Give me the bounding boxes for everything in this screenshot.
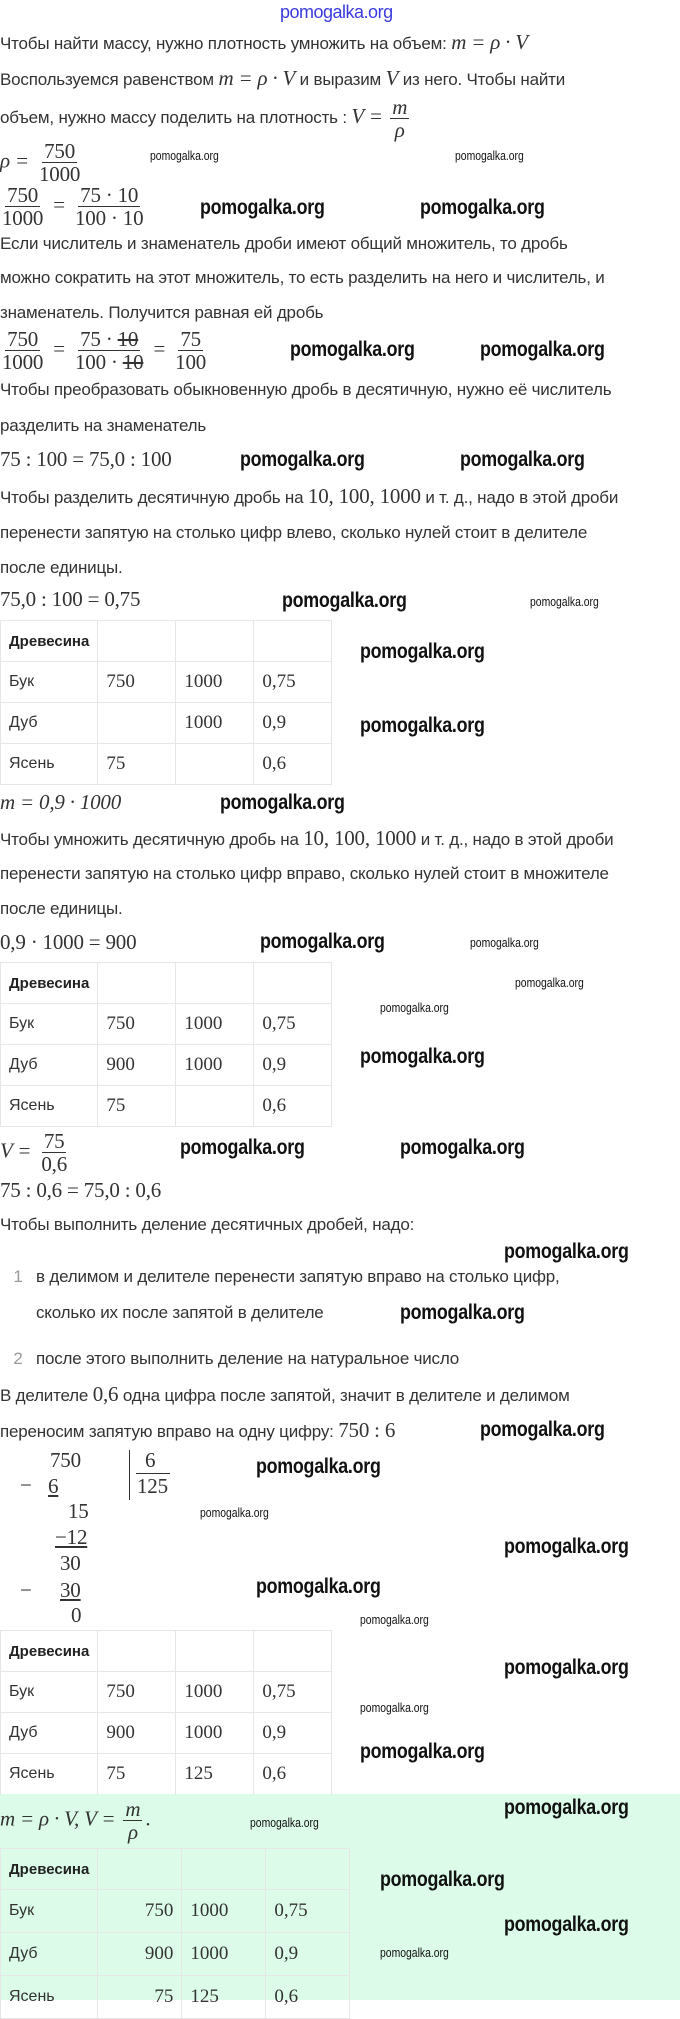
cell: Дуб: [1, 703, 98, 744]
cell: 75: [98, 1086, 176, 1127]
subtrahend: 30: [60, 1578, 81, 1602]
cell: 75: [98, 744, 176, 785]
watermark: pomogalka.org: [504, 1796, 629, 1819]
header-cell: [182, 1849, 266, 1890]
paragraph-express-v-line2: [0, 94, 412, 141]
fraction: [37, 140, 82, 185]
paragraph-reduce-line2: можно сократить на этот множитель, то есть разделить на него и числитель, и: [0, 268, 605, 287]
cell: 125: [176, 1754, 254, 1795]
subtrahend: −12: [55, 1525, 88, 1549]
fraction: [123, 1798, 142, 1843]
watermark: pomogalka.org: [504, 1656, 629, 1679]
numerator: m: [125, 1797, 141, 1821]
wood-table-2: [0, 962, 332, 1127]
watermark: pomogalka.org: [360, 1740, 485, 1763]
fraction: [173, 328, 208, 373]
header-cell: [254, 1631, 332, 1672]
paragraph-decimal-division: Чтобы выполнить деление десятичных дробей, надо:: [0, 1215, 415, 1234]
cell: 1000: [182, 1933, 266, 1976]
fraction: [0, 184, 45, 229]
formula: m = ρ · V: [451, 30, 528, 54]
text: и т. д., надо в этой дроби: [425, 488, 619, 507]
watermark: pomogalka.org: [455, 148, 524, 163]
formula: V =: [351, 104, 383, 128]
cell: Ясень: [1, 1976, 98, 2019]
paragraph-reduce-line3: знаменатель. Получится равная ей дробь: [0, 303, 324, 322]
list-number: 2: [13, 1349, 23, 1368]
table-row: [1, 1933, 350, 1976]
watermark: pomogalka.org: [220, 791, 345, 814]
cell: 750: [98, 1672, 176, 1713]
header-cell: Древесина: [1, 1849, 98, 1890]
watermark: pomogalka.org: [470, 935, 539, 950]
watermark: pomogalka.org: [180, 1136, 305, 1159]
header-cell: [176, 963, 254, 1004]
watermark: pomogalka.org: [256, 1455, 381, 1478]
header-cell: [98, 963, 176, 1004]
equals: =: [53, 336, 65, 361]
cell: 750: [98, 662, 176, 703]
cell: 1000: [176, 1713, 254, 1754]
cell: 0,75: [254, 1672, 332, 1713]
cell: 0,9: [266, 1933, 350, 1976]
cell: 75: [98, 1976, 182, 2019]
denominator: 1000: [2, 206, 44, 230]
numerator: m: [392, 95, 408, 120]
text: Воспользуемся равенством: [0, 70, 214, 89]
numerator: 75 · 10: [80, 183, 139, 207]
formula-m-09: [0, 792, 121, 812]
formula-density: [0, 140, 85, 185]
header-cell: [98, 1849, 182, 1890]
fraction: [390, 96, 409, 141]
header-cell: [254, 621, 332, 662]
cell: 0,75: [254, 662, 332, 703]
list-item-continuation: сколько их после запятой в делителе: [36, 1303, 324, 1322]
fraction: [73, 184, 145, 229]
cell: 1000: [176, 1045, 254, 1086]
table-row: [1, 744, 332, 785]
cell: 1000: [176, 1672, 254, 1713]
table-row: [1, 1004, 332, 1045]
paragraph-reduce: Если числитель и знаменатель дроби имеют общий множитель, то дробь: [0, 234, 568, 253]
watermark: pomogalka.org: [260, 930, 385, 953]
watermark: pomogalka.org: [150, 148, 219, 163]
denominator: ρ: [394, 118, 405, 143]
cell: 75: [98, 1754, 176, 1795]
text: Чтобы разделить десятичную дробь на: [0, 488, 304, 507]
formula: m = ρ · V: [218, 66, 296, 90]
table-header-row: [1, 1849, 350, 1890]
cell: 1000: [176, 662, 254, 703]
paragraph-convert-line2: разделить на знаменатель: [0, 416, 207, 435]
table-header-row: [1, 621, 332, 662]
numerator: 75: [180, 327, 201, 351]
cell: Бук: [1, 1672, 98, 1713]
numerator: 75: [43, 1129, 65, 1153]
division-bar: [129, 1450, 130, 1500]
watermark: pomogalka.org: [380, 1000, 449, 1015]
table-row: [1, 1976, 350, 2019]
watermark: pomogalka.org: [360, 1612, 429, 1627]
text: 75 ·: [80, 327, 118, 351]
header-cell: [98, 1631, 176, 1672]
table-row: [1, 703, 332, 744]
numerator: [78, 328, 140, 351]
formula-fraction-expand: [0, 184, 148, 229]
list-item: [0, 1267, 560, 1287]
watermark: pomogalka.org: [360, 1700, 429, 1715]
paragraph-multiply-rule-line2: перенести запятую на столько цифр вправо, сколько нулей стоит в множителе: [0, 864, 609, 883]
text: переносим запятую вправо на одну цифру:: [0, 1422, 334, 1441]
watermark: pomogalka.org: [504, 1913, 629, 1936]
dividend: 750: [50, 1448, 81, 1472]
cell: 0,9: [254, 1045, 332, 1086]
cell: 1000: [182, 1890, 266, 1933]
paragraph-multiply-rule-line3: после единицы.: [0, 899, 123, 918]
denominator: 1000: [2, 350, 44, 374]
cell: 125: [182, 1976, 266, 2019]
table-header-row: [1, 1631, 332, 1672]
period: .: [145, 1806, 151, 1831]
table-row: [1, 1672, 332, 1713]
watermark: pomogalka.org: [515, 975, 584, 990]
subtrahend: 6: [48, 1474, 59, 1498]
cell: Бук: [1, 662, 98, 703]
cell: [176, 1086, 254, 1127]
remainder: 15: [68, 1499, 89, 1523]
answer-formula: [0, 1798, 150, 1843]
list-item: [0, 1349, 459, 1369]
table-row: [1, 1045, 332, 1086]
denominator: 0,6: [41, 1152, 67, 1176]
fraction: [39, 1130, 69, 1175]
cell: 0,6: [254, 1754, 332, 1795]
formula-volume: [0, 1130, 72, 1175]
cell: Дуб: [1, 1933, 98, 1976]
formula: m = ρ · V, V =: [0, 1806, 116, 1831]
list-number: 1: [13, 1267, 23, 1286]
minus-sign: −: [20, 1578, 32, 1602]
cell: Дуб: [1, 1713, 98, 1754]
denominator: [73, 351, 145, 373]
formula-075: 75,0 : 100 = 0,75: [0, 587, 141, 611]
table-row: [1, 1086, 332, 1127]
paragraph-multiply-rule: [0, 828, 613, 850]
fraction: [0, 328, 45, 373]
table-row: [1, 662, 332, 703]
denominator: 100 · 10: [74, 206, 144, 230]
watermark: pomogalka.org: [504, 1535, 629, 1558]
formula: 0,6: [92, 1382, 119, 1406]
watermark: pomogalka.org: [360, 714, 485, 737]
paragraph-divide-rule: [0, 486, 618, 508]
watermark: pomogalka.org: [530, 594, 599, 609]
text: и т. д., надо в этой дроби: [420, 830, 614, 849]
formula: 750 : 6: [338, 1418, 396, 1442]
table-row: [1, 1754, 332, 1795]
watermark: pomogalka.org: [400, 1301, 525, 1324]
text: В делителе: [0, 1386, 89, 1405]
watermark: pomogalka.org: [380, 1868, 505, 1891]
crossed-out: 10: [117, 327, 139, 351]
paragraph-divisor: [0, 1384, 570, 1406]
header-cell: [176, 621, 254, 662]
watermark: pomogalka.org: [200, 1505, 269, 1520]
watermark: pomogalka.org: [420, 196, 545, 219]
numerator: 750: [44, 139, 76, 163]
paragraph-divide-rule-line3: после единицы.: [0, 558, 123, 577]
table-row: [1, 1713, 332, 1754]
table-header-row: [1, 963, 332, 1004]
wood-table-1: [0, 620, 332, 785]
formula-reduced-fraction: [0, 328, 211, 373]
cell: 750: [98, 1890, 182, 1933]
wood-table-3: [0, 1630, 332, 1795]
formula: V: [385, 66, 399, 90]
cell: 1000: [176, 703, 254, 744]
watermark: pomogalka.org: [290, 338, 415, 361]
cell: 0,9: [254, 1713, 332, 1754]
minus-sign: −: [20, 1473, 32, 1497]
cell: 0,75: [254, 1004, 332, 1045]
formula: 10, 100, 1000: [303, 826, 417, 850]
fraction: [73, 328, 145, 373]
cell: Ясень: [1, 1754, 98, 1795]
watermark: pomogalka.org: [460, 448, 585, 471]
quotient: 125: [137, 1474, 168, 1498]
numerator: 750: [7, 183, 39, 207]
formula: m = 0,9 · 1000: [0, 790, 122, 814]
cell: 1000: [176, 1004, 254, 1045]
text: 100 ·: [74, 350, 123, 374]
site-logo[interactable]: pomogalka.org: [280, 2, 393, 22]
text: объем, нужно массу поделить на плотность :: [0, 108, 347, 127]
formula: V =: [0, 1138, 32, 1163]
denominator: 100: [175, 350, 207, 374]
text: и выразим: [299, 70, 382, 89]
formula: 10, 100, 1000: [307, 484, 421, 508]
remainder: 0: [71, 1603, 82, 1627]
watermark: pomogalka.org: [480, 1418, 605, 1441]
watermark: pomogalka.org: [360, 640, 485, 663]
formula-75-06: 75 : 0,6 = 75,0 : 0,6: [0, 1178, 162, 1202]
watermark: pomogalka.org: [400, 1136, 525, 1159]
cell: [176, 744, 254, 785]
watermark: pomogalka.org: [256, 1575, 381, 1598]
paragraph-divide-rule-line2: перенести запятую на столько цифр влево, сколько нулей стоит в делителе: [0, 523, 588, 542]
crossed-out: 10: [122, 350, 144, 374]
paragraph-express-v: [0, 68, 565, 90]
text: после этого выполнить деление на натуральное число: [36, 1349, 460, 1368]
cell: 0,6: [266, 1976, 350, 2019]
watermark: pomogalka.org: [250, 1815, 319, 1830]
watermark: pomogalka.org: [380, 1945, 449, 1960]
formula-900: 0,9 · 1000 = 900: [0, 930, 137, 954]
cell: Бук: [1, 1890, 98, 1933]
paragraph-divisor-line2: [0, 1420, 395, 1442]
watermark: pomogalka.org: [240, 448, 365, 471]
cell: 900: [98, 1045, 176, 1086]
text: из него. Чтобы найти: [402, 70, 566, 89]
formula-75-100: 75 : 100 = 75,0 : 100: [0, 447, 172, 471]
header-cell: [266, 1849, 350, 1890]
cell: 0,6: [254, 1086, 332, 1127]
text: Чтобы найти массу, нужно плотность умножить на объем:: [0, 34, 447, 53]
cell: 0,75: [266, 1890, 350, 1933]
formula: ρ =: [0, 148, 29, 173]
equals: =: [153, 336, 166, 361]
paragraph-convert: Чтобы преобразовать обыкновенную дробь в десятичную, нужно её числитель: [0, 380, 612, 399]
text: в делимом и делителе перенести запятую вправо на столько цифр,: [36, 1267, 560, 1286]
cell: Ясень: [1, 744, 98, 785]
cell: 0,9: [254, 703, 332, 744]
header-cell: [98, 621, 176, 662]
table-row: [1, 1890, 350, 1933]
cell: Бук: [1, 1004, 98, 1045]
cell: 750: [98, 1004, 176, 1045]
remainder: 30: [60, 1551, 81, 1575]
cell: 900: [98, 1713, 176, 1754]
equals: =: [53, 192, 65, 217]
header-cell: Древесина: [1, 621, 98, 662]
watermark: pomogalka.org: [200, 196, 325, 219]
denominator: ρ: [127, 1820, 138, 1844]
watermark: pomogalka.org: [282, 589, 407, 612]
text: одна цифра после запятой, значит в делителе и делимом: [122, 1386, 570, 1405]
divisor: 6: [145, 1448, 156, 1472]
cell: Дуб: [1, 1045, 98, 1086]
header-cell: [254, 963, 332, 1004]
watermark: pomogalka.org: [504, 1240, 629, 1263]
paragraph-mass-rule: [0, 32, 528, 54]
cell: Ясень: [1, 1086, 98, 1127]
cell: 0,6: [254, 744, 332, 785]
header-cell: Древесина: [1, 1631, 98, 1672]
watermark: pomogalka.org: [480, 338, 605, 361]
header-cell: Древесина: [1, 963, 98, 1004]
cell: [98, 703, 176, 744]
wood-table-answer: [0, 1848, 350, 2019]
text: Чтобы умножить десятичную дробь на: [0, 830, 299, 849]
watermark: pomogalka.org: [360, 1045, 485, 1068]
cell: 900: [98, 1933, 182, 1976]
header-cell: [176, 1631, 254, 1672]
denominator: 1000: [38, 162, 81, 186]
numerator: 750: [7, 327, 39, 351]
